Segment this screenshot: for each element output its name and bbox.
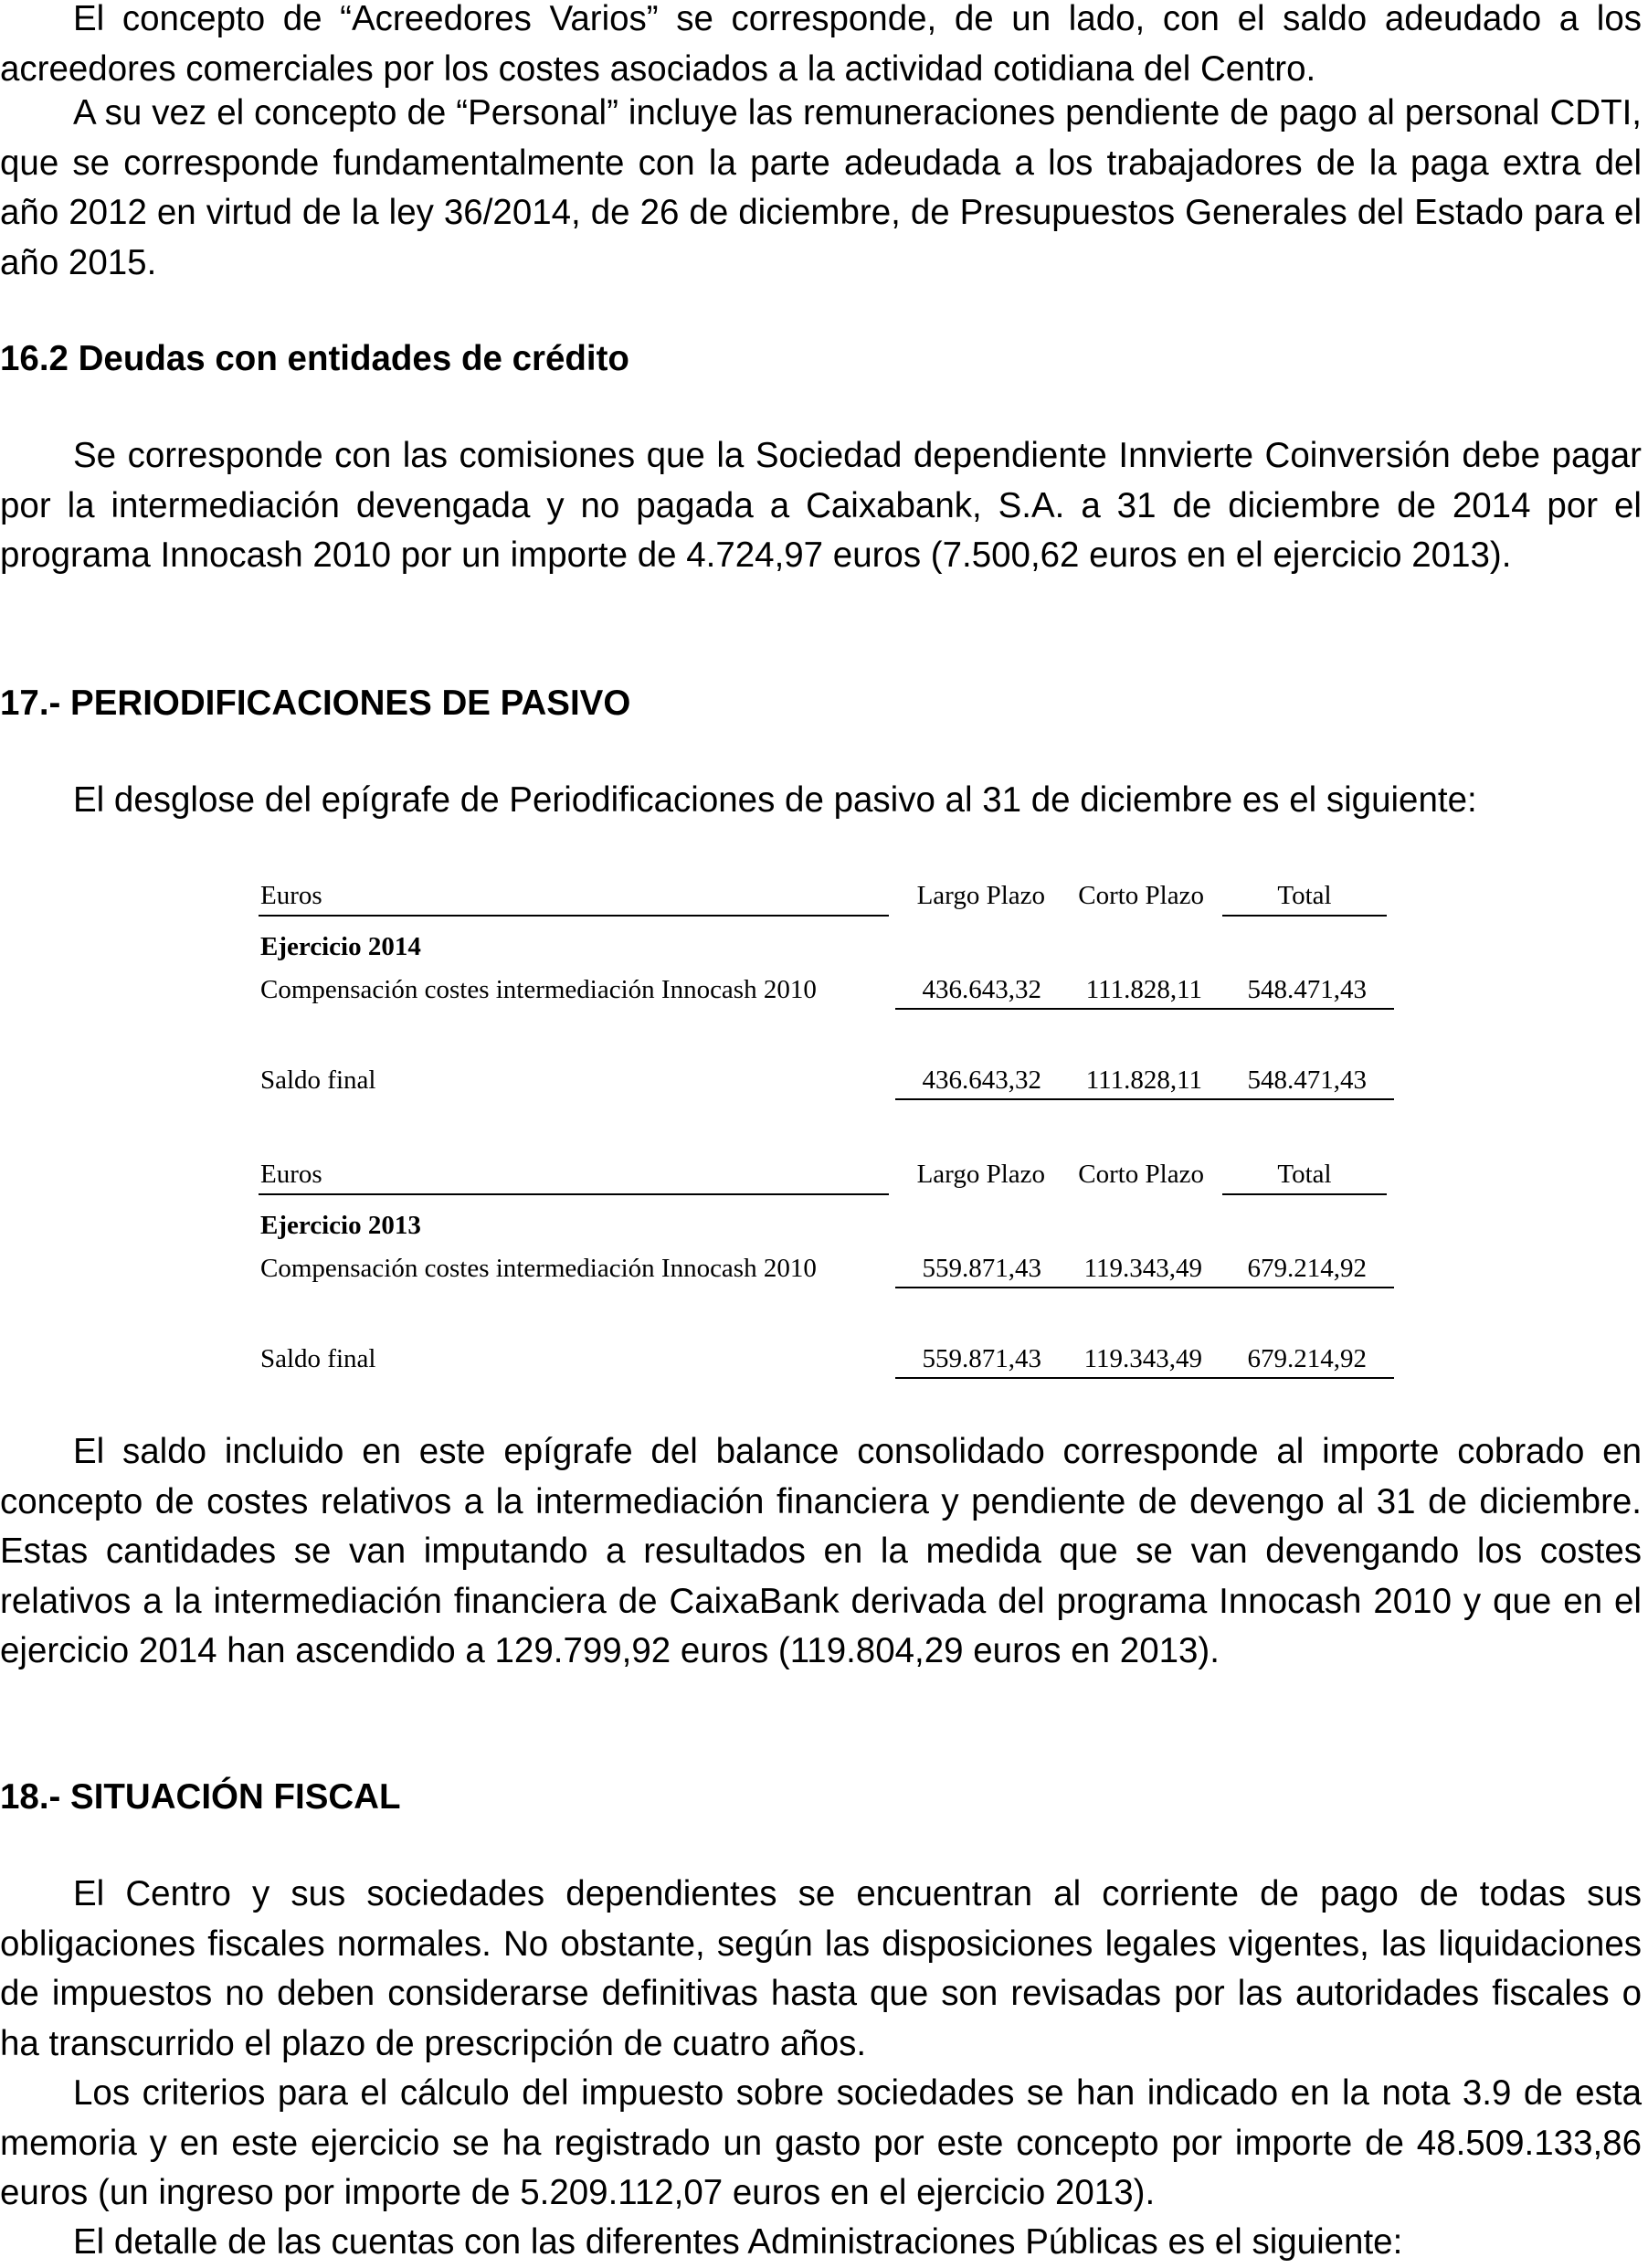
paragraph-deudas-credito: Se corresponde con las comisiones que la Sociedad dependiente Innvierte Coinversión debe pagar por la intermediación devengada y no pagada a Caixabank, S.A. a 31 de diciembre de 2014 por el programa Innocash 2010 por un importe de 4.724,97 euros (7.500,62 euros en el ejercicio 2013).	[0, 436, 1642, 575]
heading-18: 18.- SITUACIÓN FISCAL	[0, 1777, 401, 1817]
table-header-label: Euros	[260, 881, 322, 910]
table-row-label: Compensación costes intermediación Innocash 2010	[260, 1254, 817, 1283]
table-total-total: 548.471,43	[1247, 1065, 1367, 1095]
total-rule	[895, 1377, 1394, 1379]
row-rule	[895, 1287, 1394, 1288]
table-total-label: Saldo final	[260, 1065, 376, 1095]
paragraph-personal: A su vez el concepto de “Personal” incluye las remuneraciones pendiente de pago al personal CDTI, que se corresponde fundamentalmente con la parte adeudada a los trabajadores de la paga extra del año 2012 en virtud de la ley 36/2014, de 26 de diciembre, de Presupuestos Generales del Estado para el año 2015.	[0, 93, 1642, 282]
table-row-largo-plazo: 559.871,43	[922, 1254, 1041, 1283]
table-row-total: 548.471,43	[1247, 975, 1367, 1004]
table-header-largo-plazo: Largo Plazo	[916, 1160, 1045, 1189]
table-header-label: Euros	[260, 1160, 322, 1189]
heading-16-2: 16.2 Deudas con entidades de crédito	[0, 339, 629, 378]
table-row-corto-plazo: 111.828,11	[1085, 975, 1202, 1004]
table-row-total: 679.214,92	[1247, 1254, 1367, 1283]
table-header-total: Total	[1277, 881, 1332, 910]
table-header-largo-plazo: Largo Plazo	[916, 881, 1045, 910]
row-rule	[895, 1008, 1394, 1010]
table-row-corto-plazo: 119.343,49	[1083, 1254, 1202, 1283]
paragraph-periodificaciones-intro: El desglose del epígrafe de Periodificaciones de pasivo al 31 de diciembre es el siguiente:	[73, 780, 1477, 820]
table-total-corto-plazo: 111.828,11	[1085, 1065, 1202, 1095]
header-rule-total	[1222, 915, 1387, 917]
paragraph-obligaciones-fiscales: El Centro y sus sociedades dependientes se encuentran al corriente de pago de todas sus obligaciones fiscales normales. No obstante, según las disposiciones legales vigentes, las liquidaciones de impuestos no deben considerarse definitivas hasta que son revisadas por las autoridades fiscales o ha transcurrido el plazo de prescripción de cuatro años.	[0, 1874, 1642, 2063]
table-total-total: 679.214,92	[1247, 1344, 1367, 1373]
header-rule	[259, 915, 889, 917]
table-header-corto-plazo: Corto Plazo	[1078, 881, 1204, 910]
table-total-largo-plazo: 436.643,32	[922, 1065, 1041, 1095]
table-total-label: Saldo final	[260, 1344, 376, 1373]
table-row-label: Compensación costes intermediación Innocash 2010	[260, 975, 817, 1004]
table-header-total: Total	[1277, 1160, 1332, 1189]
header-rule-total	[1222, 1193, 1387, 1195]
table-header-corto-plazo: Corto Plazo	[1078, 1160, 1204, 1189]
paragraph-acreedores: El concepto de “Acreedores Varios” se corresponde, de un lado, con el saldo adeudado a los acreedores comerciales por los costes asociados a la actividad cotidiana del Centro.	[0, 0, 1642, 89]
table-total-corto-plazo: 119.343,49	[1083, 1344, 1202, 1373]
paragraph-criterios-impuesto: Los criterios para el cálculo del impuesto sobre sociedades se han indicado en la nota 3.9 de esta memoria y en este ejercicio se ha registrado un gasto por este concepto por importe de 48.509.133,86 euros (un ingreso por importe de 5.209.112,07 euros en el ejercicio 2013).	[0, 2073, 1642, 2212]
paragraph-detalle-administraciones: El detalle de las cuentas con las diferentes Administraciones Públicas es el siguiente:	[73, 2222, 1403, 2262]
table-total-largo-plazo: 559.871,43	[922, 1344, 1041, 1373]
total-rule	[895, 1098, 1394, 1100]
table-year-label: Ejercicio 2014	[260, 932, 421, 961]
header-rule	[259, 1193, 889, 1195]
paragraph-saldo-incluido: El saldo incluido en este epígrafe del balance consolidado corresponde al importe cobrado en concepto de costes relativos a la intermediación financiera y pendiente de devengo al 31 de diciembre. Estas cantidades se van imputando a resultados en la medida que se van devengando los costes relativos a la intermediación financiera de CaixaBank derivada del programa Innocash 2010 y que en el ejercicio 2014 han ascendido a 129.799,92 euros (119.804,29 euros en 2013).	[0, 1432, 1642, 1670]
table-year-label: Ejercicio 2013	[260, 1211, 421, 1240]
heading-17: 17.- PERIODIFICACIONES DE PASIVO	[0, 684, 631, 723]
table-row-largo-plazo: 436.643,32	[922, 975, 1041, 1004]
